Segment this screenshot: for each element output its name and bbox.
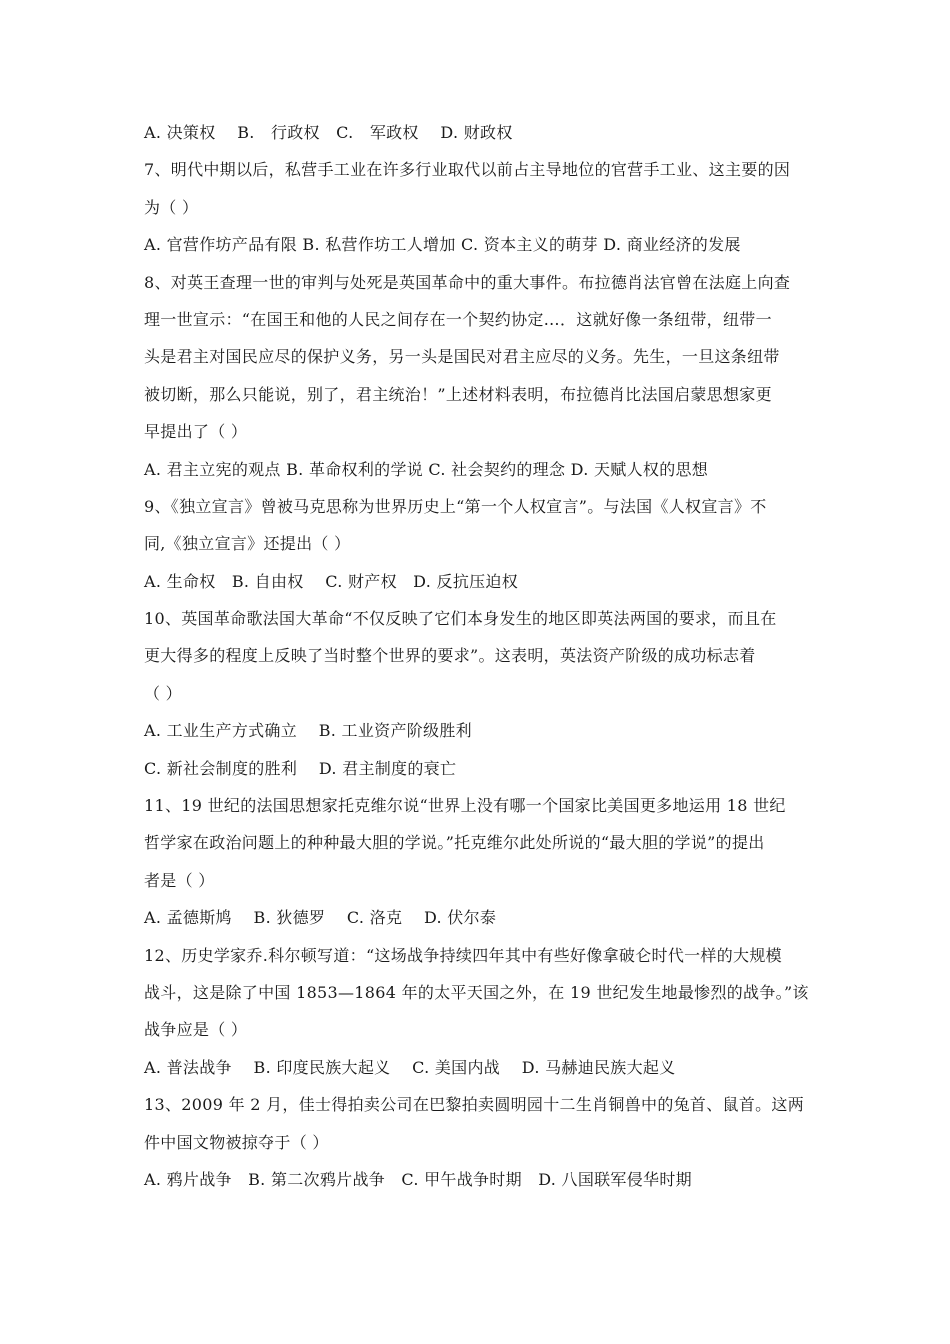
q10-stem: 更大得多的程度上反映了当时整个世界的要求”。这表明，英法资产阶级的成功标志着	[144, 646, 756, 666]
q11-stem: 者是（ ）	[144, 870, 215, 890]
q9-stem: 同,《独立宣言》还提出（ ）	[144, 534, 351, 554]
q11-stem: 哲学家在政治问题上的种种最大胆的学说。”托克维尔此处所说的“最大胆的学说”的提出	[144, 833, 765, 853]
q13-stem: 13、2009 年 2 月，佳士得拍卖公司在巴黎拍卖圆明园十二生肖铜兽中的兔首、鼠首。这两	[144, 1095, 805, 1115]
q12-options: A. 普法战争 B. 印度民族大起义 C. 美国内战 D. 马赫迪民族大起义	[144, 1057, 676, 1077]
q8-stem: 8、对英王查理一世的审判与处死是英国革命中的重大事件。布拉德肖法官曾在法庭上向查	[144, 272, 791, 292]
q8-stem: 早提出了（ ）	[144, 422, 248, 442]
q13-options: A. 鸦片战争 B. 第二次鸦片战争 C. 甲午战争时期 D. 八国联军侵华时期	[144, 1169, 692, 1189]
q7-stem: 7、明代中期以后，私营手工业在许多行业取代以前占主导地位的官营手工业、这主要的因	[144, 160, 791, 180]
q13-stem: 件中国文物被掠夺于（ ）	[144, 1132, 329, 1152]
q9-stem: 9、《独立宣言》曾被马克思称为世界历史上“第一个人权宣言”。与法国《人权宣言》不	[144, 496, 767, 516]
q11-stem: 11、19 世纪的法国思想家托克维尔说“世界上没有哪一个国家比美国更多地运用 18 世纪	[144, 796, 786, 816]
q8-stem: 理一世宣示：“在国王和他的人民之间存在一个契约协定…．这就好像一条纽带，纽带一	[144, 309, 772, 329]
q11-options: A. 孟德斯鸠 B. 狄德罗 C. 洛克 D. 伏尔泰	[144, 908, 497, 928]
q12-stem: 12、历史学家乔.科尔顿写道：“这场战争持续四年其中有些好像拿破仑时代一样的大规模	[144, 945, 782, 965]
q7-stem: 为（ ）	[144, 197, 199, 217]
q10-stem: （ ）	[144, 683, 182, 703]
q8-stem: 头是君主对国民应尽的保护义务，另一头是国民对君主应尽的义务。先生，一旦这条纽带	[144, 347, 780, 367]
q6-options: A. 决策权 B. 行政权 C. 军政权 D. 财政权	[144, 123, 513, 142]
q8-options: A. 君主立宪的观点 B. 革命权利的学说 C. 社会契约的理念 D. 天赋人权的思想	[144, 459, 709, 479]
q9-options: A. 生命权 B. 自由权 C. 财产权 D. 反抗压迫权	[144, 571, 519, 591]
q12-stem: 战争应是（ ）	[144, 1020, 248, 1040]
q10-stem: 10、英国革命歌法国大革命“不仅反映了它们本身发生的地区即英法两国的要求，而且在	[144, 609, 777, 629]
exam-text-body	[144, 114, 810, 1198]
q10-options: A. 工业生产方式确立 B. 工业资产阶级胜利	[144, 721, 472, 741]
q10-options: C. 新社会制度的胜利 D. 君主制度的衰亡	[144, 758, 457, 778]
q8-stem: 被切断，那么只能说，别了，君主统治！”上述材料表明，布拉德肖比法国启蒙思想家更	[144, 384, 772, 404]
q12-stem: 战斗，这是除了中国 1853—1864 年的太平天国之外，在 19 世纪发生地最惨烈的战争。”该	[144, 982, 809, 1002]
q7-options: A. 官营作坊产品有限 B. 私营作坊工人增加 C. 资本主义的萌芽 D. 商业经济的发展	[144, 235, 741, 255]
